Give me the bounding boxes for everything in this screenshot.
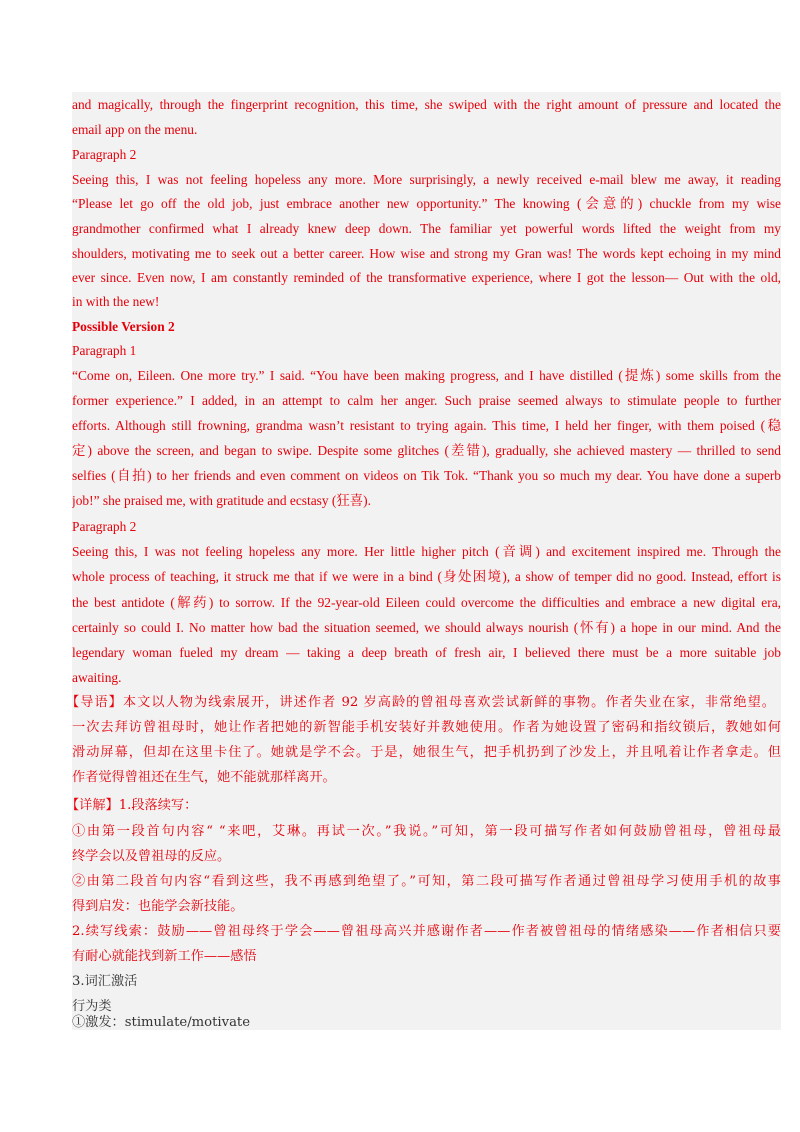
text-line: certainly so could I. No matter how bad the situation seemed, we should always nourish (怀有) a hope in our mind. And the [72,620,781,635]
text-line: job!” she praised me, with gratitude and ecstasy (狂喜). [72,493,371,508]
analysis-text-line: ①由第一段首句内容“ “来吧，艾琳。再试一次。”我说。”可知，第一段可描写作者如何鼓励曾祖母，曾祖母最 [72,824,781,839]
text-line: “Please let go off the old job, just embrace another new opportunity.” The knowing (会意的) chuckle from my wise [72,196,781,211]
text-line: ever since. Even now, I am constantly reminded of the transformative experience, where I got the lesson— Out with the old, [72,270,781,285]
analysis-heading: 【详解】1.段落续写： [66,798,198,813]
guide-text-line: 作者觉得曾祖还在生气，她不能就那样离开。 [72,770,336,785]
text-line: selfies (自拍) to her friends and even comment on videos on Tik Tok. “Thank you so much my dear. You have done a superb [72,468,781,483]
analysis-text-line: 2.续写线索：鼓励——曾祖母终于学会——曾祖母高兴并感谢作者——作者被曾祖母的情绪感染——作者相信只要 [72,924,781,939]
text-line: Seeing this, I was not feeling hopeless any more. Her little higher pitch (音调) and excitement inspired me. Through the [72,544,781,559]
text-line: awaiting. [72,670,122,685]
guide-text-line: 滑动屏幕，但却在这里卡住了。她就是学不会。于是，她很生气，把手机扔到了沙发上，并且吼着让作者拿走。但 [72,745,781,760]
analysis-text-line: 有耐心就能找到新工作——感悟 [72,949,257,964]
paragraph-heading: Paragraph 2 [72,147,137,162]
text-line: the best antidote (解药) to sorrow. If the 92-year-old Eileen could overcome the difficulties and embrace a new digital era, [72,595,781,610]
text-line: 定) above the screen, and began to swipe. Despite some glitches (差错), gradually, she achieved mastery — thrilled to send [72,443,781,458]
paragraph-heading: Paragraph 2 [72,519,137,534]
vocabulary-heading: 3.词汇激活 [72,974,138,989]
analysis-text-line: 终学会以及曾祖母的反应。 [72,849,231,864]
paragraph-heading: Paragraph 1 [72,343,137,358]
analysis-text-line: 得到启发：也能学会新技能。 [72,899,244,914]
text-line: Seeing this, I was not feeling hopeless any more. More surprisingly, a newly received e-mail blew me away, it reading [72,172,781,187]
text-line: in with the new! [72,294,160,309]
text-line: grandmother confirmed what I already knew deep down. The familiar yet powerful words lifted the weight from my [72,221,781,236]
text-line: and magically, through the fingerprint recognition, this time, she swiped with the right amount of pressure and located the [72,97,781,112]
version-heading: Possible Version 2 [72,319,175,334]
text-line: email app on the menu. [72,122,198,137]
text-line: shoulders, motivating me to seek out a better career. How wise and strong my Gran was! The words kept echoing in my mind [72,246,781,261]
text-line: efforts. Although still frowning, grandma wasn’t resistant to trying again. This time, I held her finger, with them poised (稳 [72,418,781,433]
text-line: whole process of teaching, it struck me that if we were in a bind (身处困境), a show of temper did no good. Instead, effort is [72,569,781,584]
guide-text-line: 【导语】本文以人物为线索展开，讲述作者 92 岁高龄的曾祖母喜欢尝试新鲜的事物。作者失业在家，非常绝望。 [66,695,775,710]
text-line: legendary woman fueled my dream — taking a deep breath of fresh air, I believed there must be a more suitable job [72,645,781,660]
text-line: former experience.” I added, in an attempt to calm her anger. Such praise seemed always to stimulate people to further [72,393,781,408]
text-line: “Come on, Eileen. One more try.” I said. “You have been making progress, and I have distilled (提炼) some skills from the [72,368,781,383]
vocabulary-item: ①激发：stimulate/motivate [72,1015,251,1030]
guide-text-line: 一次去拜访曾祖母时，她让作者把她的新智能手机安装好并教她使用。作者为她设置了密码和指纹锁后，教她如何 [72,720,781,735]
analysis-text-line: ②由第二段首句内容“看到这些，我不再感到绝望了。”可知，第二段可描写作者通过曾祖母学习使用手机的故事 [72,874,781,889]
vocabulary-category: 行为类 [72,999,112,1014]
